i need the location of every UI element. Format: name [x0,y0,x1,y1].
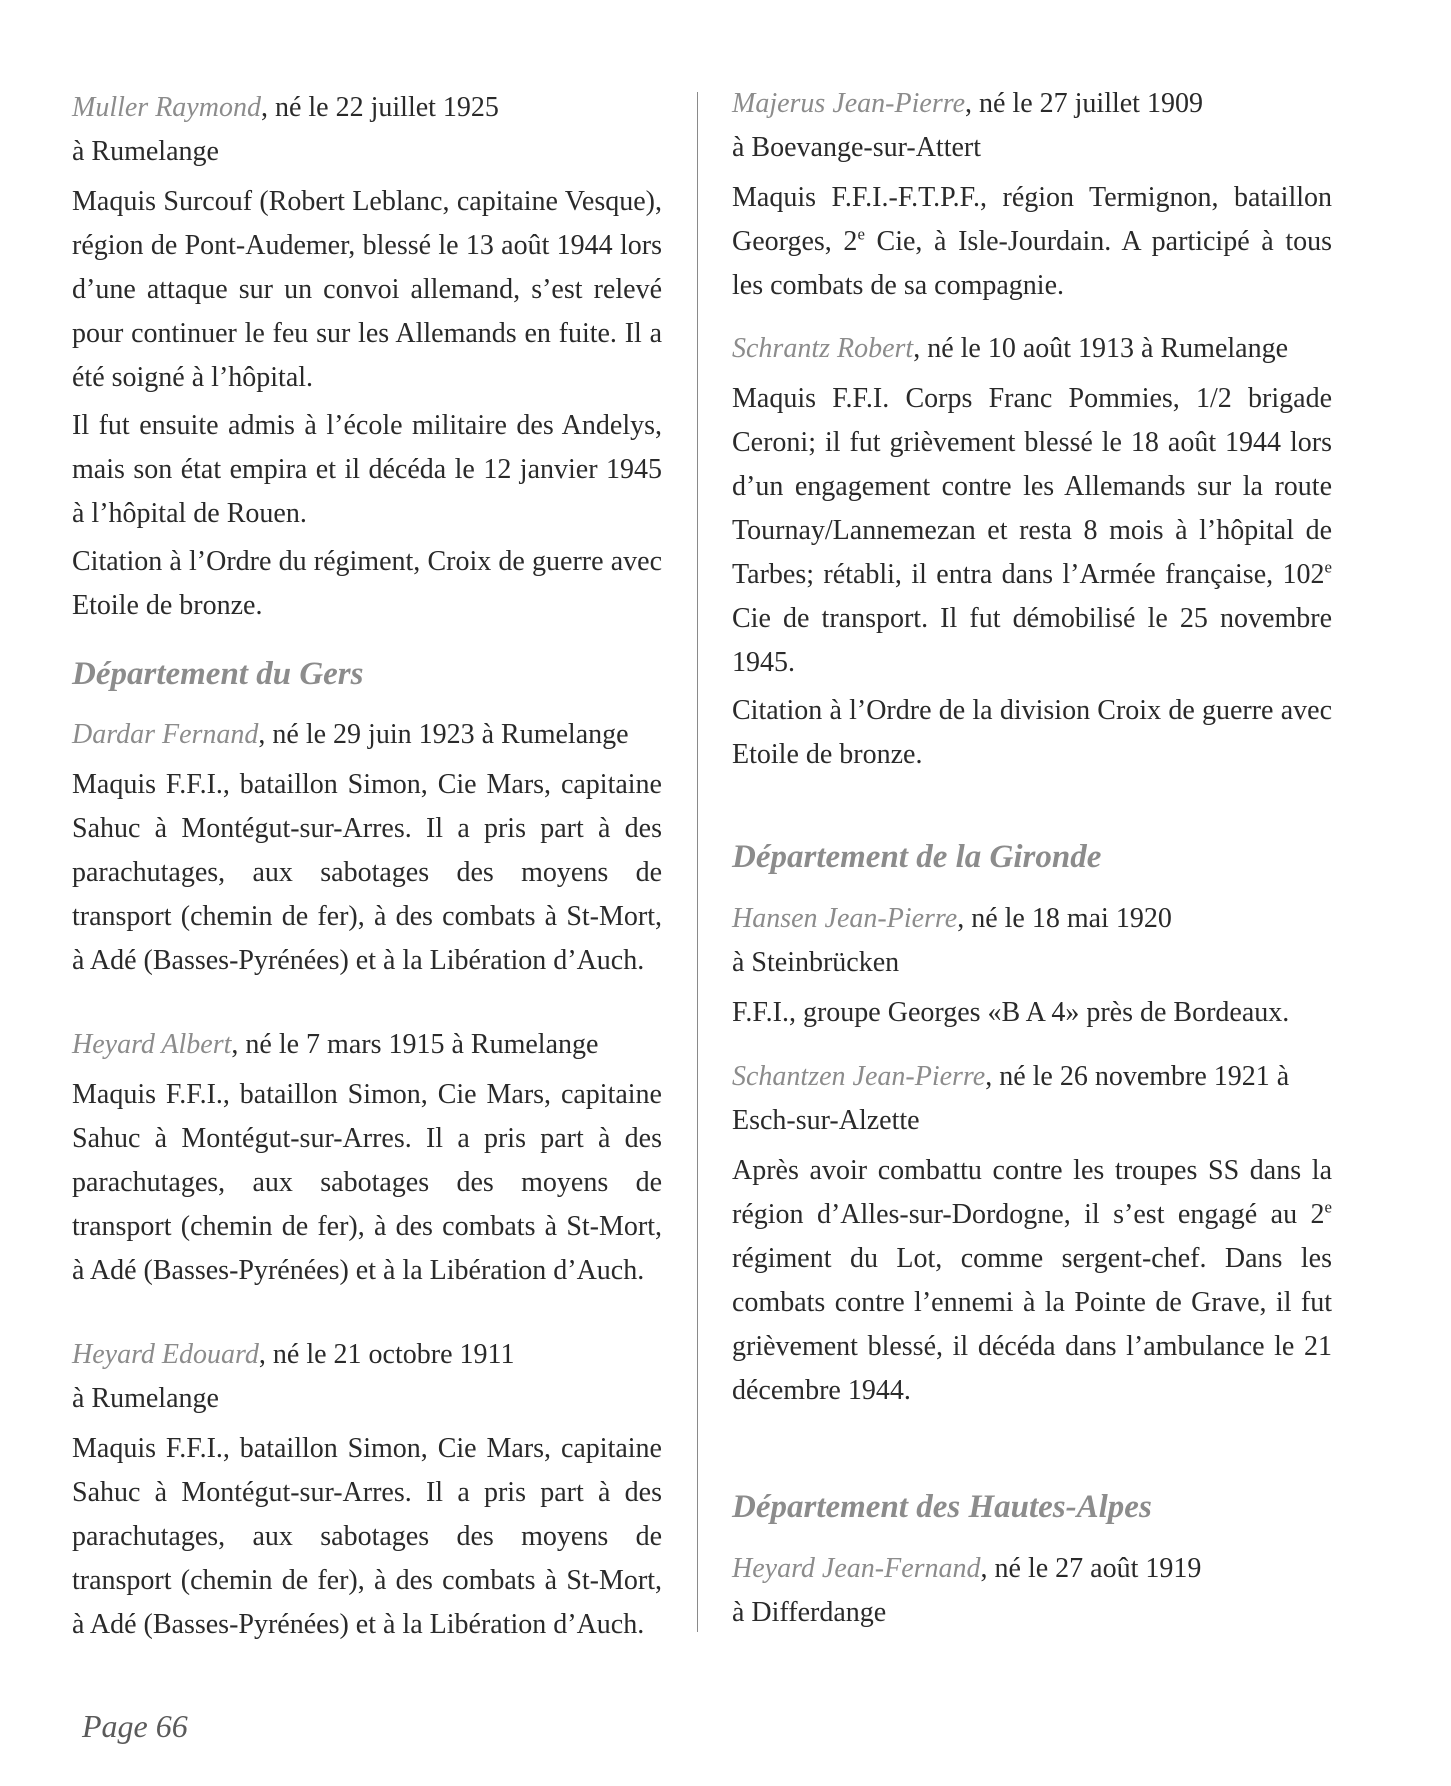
birth-info: , né le 18 mai 1920 [957,903,1172,934]
entry-muller-raymond [72,86,662,628]
entry-paragraph: Citation à l’Ordre de la division Croix de guerre avec Etoile de bronze. [732,695,1332,770]
birth-place: à Rumelange [72,136,219,167]
entry-header [732,327,1332,371]
entry-schantzen-jean-pierre [732,1055,1332,1413]
birth-info: , né le 29 juin 1923 à Rumelange [258,719,629,750]
entry-paragraph: Après avoir combattu contre les troupes SS dans la région d’Alles-sur-Dordogne, il s’est engagé au 2e régiment du Lot, comme sergent-chef. Dans les combats contre l’ennemi à la Pointe de Grave, il fut grièvement blessé, il décéda dans l’ambulance le 21 décembre 1944. [732,1155,1332,1406]
entry-heyard-albert [72,1023,662,1293]
entry-majerus-jean-pierre [732,82,1332,308]
entry-paragraph: Maquis F.F.I., bataillon Simon, Cie Mars, capitaine Sahuc à Montégut-sur-Arres. Il a pris part à des parachutages, aux sabotages des moyens de transport (chemin de fer), à des combats à St-Mort, à Adé (Basses-Pyrénées) et à la Libération d’Auch. [72,1433,662,1640]
entry-hansen-jean-pierre [732,897,1332,1035]
birth-place: Esch-sur-Alzette [732,1105,920,1136]
entry-schrantz-robert [732,327,1332,777]
entry-header [72,713,662,757]
entry-paragraph: F.F.I., groupe Georges «B A 4» près de Bordeaux. [732,997,1290,1028]
entry-paragraph: Maquis F.F.I., bataillon Simon, Cie Mars, capitaine Sahuc à Montégut-sur-Arres. Il a pris part à des parachutages, aux sabotages des moyens de transport (chemin de fer), à des combats à St-Mort, à Adé (Basses-Pyrénées) et à la Libération d’Auch. [72,1079,662,1286]
birth-place: à Rumelange [72,1383,219,1414]
entry-header [72,86,662,130]
entry-paragraph: Maquis Surcouf (Robert Leblanc, capitaine Vesque), région de Pont-Audemer, blessé le 13 août 1944 lors d’une attaque sur un convoi allemand, s’est relevé pour continuer le feu sur les Allemands en fuite. Il a été soigné à l’hôpital. [72,186,662,393]
person-name: Majerus Jean-Pierre [732,88,965,119]
person-name: Muller Raymond [72,92,261,123]
department-heading-hautes-alpes: Département des Hautes-Alpes [732,1489,1152,1525]
entry-paragraph: Citation à l’Ordre du régiment, Croix de guerre avec Etoile de bronze. [72,546,662,621]
entry-header [732,897,1332,941]
person-name: Schantzen Jean-Pierre [732,1061,986,1092]
person-name: Schrantz Robert [732,333,914,364]
entry-paragraph: Il fut ensuite admis à l’école militaire des Andelys, mais son état empira et il décéda le 12 janvier 1945 à l’hôpital de Rouen. [72,410,662,529]
entry-heyard-edouard [72,1333,662,1647]
birth-info: , né le 10 août 1913 à Rumelange [913,333,1289,364]
person-name: Hansen Jean-Pierre [732,903,958,934]
entry-dardar-fernand [72,713,662,983]
birth-place: à Differdange [732,1597,887,1628]
page-number: Page 66 [82,1708,188,1744]
entry-paragraph: Maquis F.F.I. Corps Franc Pommies, 1/2 brigade Ceroni; il fut grièvement blessé le 18 août 1944 lors d’un engagement contre les Allemands sur la route Tournay/Lannemezan et resta 8 mois à l’hôpital de Tarbes; rétabli, il entra dans l’Armée française, 102e Cie de transport. Il fut démobilisé le 25 novembre 1945. [732,383,1332,678]
person-name: Heyard Albert [72,1029,232,1060]
entry-header [732,82,1332,126]
entry-header [72,1023,662,1067]
birth-info: , né le 21 octobre 1911 [258,1339,515,1370]
person-name: Heyard Jean-Fernand [732,1553,981,1584]
entry-header [72,1333,662,1377]
birth-place: à Steinbrücken [732,947,900,978]
person-name: Heyard Edouard [72,1339,259,1370]
person-name: Dardar Fernand [72,719,259,750]
birth-place: à Boevange-sur-Attert [732,132,982,163]
birth-info: , né le 22 juillet 1925 [260,92,499,123]
department-heading-gironde: Département de la Gironde [732,839,1102,875]
department-heading-gers: Département du Gers [72,656,364,692]
birth-info: , né le 7 mars 1915 à Rumelange [231,1029,599,1060]
entry-header [732,1055,1332,1099]
column-divider [697,92,698,1632]
birth-info: , né le 27 juillet 1909 [965,88,1203,119]
entry-paragraph: Maquis F.F.I.-F.T.P.F., région Termignon, bataillon Georges, 2e Cie, à Isle-Jourdain. A participé à tous les combats de sa compagnie. [732,182,1333,301]
birth-info: , né le 27 août 1919 [980,1553,1202,1584]
entry-paragraph: Maquis F.F.I., bataillon Simon, Cie Mars, capitaine Sahuc à Montégut-sur-Arres. Il a pris part à des parachutages, aux sabotages des moyens de transport (chemin de fer), à des combats à St-Mort, à Adé (Basses-Pyrénées) et à la Libération d’Auch. [72,769,662,976]
entry-heyard-jean-fernand [732,1547,1332,1635]
entry-header [732,1547,1332,1591]
birth-info: , né le 26 novembre 1921 à [985,1061,1290,1092]
